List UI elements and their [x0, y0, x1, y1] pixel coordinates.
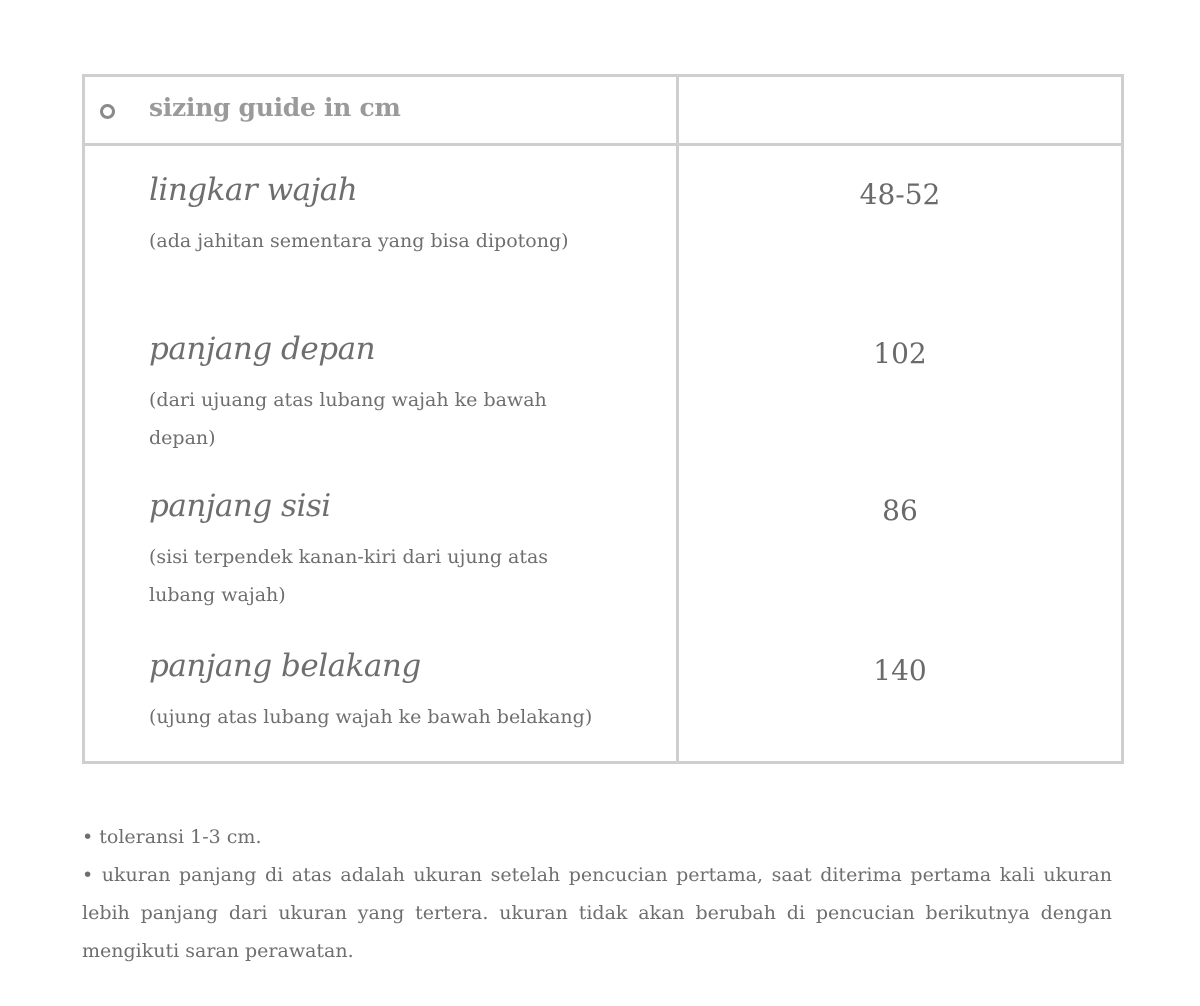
measurement-note: (sisi terpendek kanan-kiri dari ujung atas lubang wajah)	[149, 546, 549, 606]
sizing-table	[82, 74, 1124, 764]
measurement-value: 48-52	[859, 178, 941, 211]
circle-bullet-icon	[100, 104, 115, 119]
measurement-note: (ada jahitan sementara yang bisa dipotong)	[149, 230, 569, 252]
measurement-note: (ujung atas lubang wajah ke bawah belakang)	[149, 706, 593, 728]
measurement-label: panjang depan	[149, 331, 376, 367]
measurement-note: (dari ujuang atas lubang wajah ke bawah depan)	[149, 389, 547, 449]
footnote-washing: • ukuran panjang di atas adalah ukuran setelah pencucian pertama, saat diterima pertama kali ukuran lebih panjang dari ukuran yang tertera. ukuran tidak akan berubah di pencucian berikutnya dengan mengikuti saran perawatan.	[82, 864, 1112, 962]
measurement-value: 140	[873, 654, 927, 687]
table-header-row[interactable]	[85, 77, 1121, 146]
measurement-label: panjang sisi	[149, 488, 331, 524]
table-header-title: sizing guide in cm	[149, 93, 401, 122]
footnote-tolerance: • toleransi 1-3 cm.	[82, 826, 262, 848]
measurement-label: lingkar wajah	[149, 172, 358, 208]
footnotes	[82, 818, 1112, 970]
measurement-value: 102	[873, 337, 927, 370]
measurement-label: panjang belakang	[149, 648, 421, 684]
measurement-value: 86	[882, 494, 918, 527]
